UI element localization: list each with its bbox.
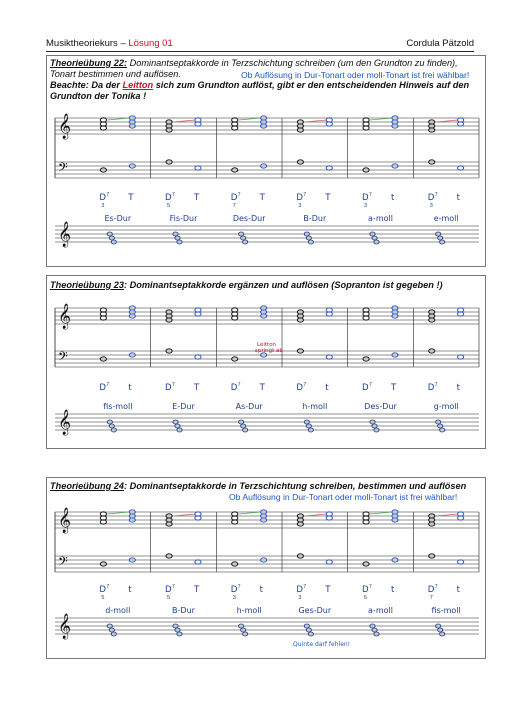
footnote-quinte: Quinte darf fehlen!	[293, 641, 351, 648]
function-label: D	[230, 193, 238, 203]
exercise-24-title: Theorieübung 24: Dominantseptakkorde in Terzschichtung schreiben, bestimmen und auflösen	[50, 481, 467, 491]
key-label: As-Dur	[235, 402, 263, 411]
function-figure: 5	[101, 595, 105, 601]
function-figure: 7	[172, 584, 175, 590]
solution-label: Lösung 01	[128, 38, 173, 49]
function-label: t	[325, 383, 329, 393]
function-label: t	[128, 585, 132, 595]
function-figure: 7	[106, 192, 110, 198]
treble-clef-icon: 𝄞	[58, 222, 72, 247]
function-figure: 7	[237, 192, 241, 198]
function-label: T	[128, 193, 134, 203]
bass-note	[326, 355, 332, 359]
key-label: h-moll	[302, 402, 328, 411]
key-label: g-moll	[433, 402, 459, 411]
bass-note	[195, 166, 201, 170]
voice-leading-line	[173, 120, 195, 122]
voice-leading-line	[304, 120, 326, 122]
header-divider	[46, 51, 474, 52]
exercise-22-title: Theorieübung 22: Dominantseptakkorde in Terzschichtung schreiben (um den Grundton zu finden), Tonart bestimmen und auflösen.	[50, 58, 458, 79]
function-figure: 7	[434, 192, 438, 198]
function-figure: 7	[172, 192, 175, 198]
function-figure: 5	[167, 203, 171, 209]
function-label: T	[325, 193, 331, 203]
function-label: D	[99, 585, 107, 595]
function-label: D	[296, 585, 304, 595]
function-label: D	[99, 193, 107, 203]
function-figure: 7	[369, 192, 372, 198]
function-figure: 3	[298, 203, 302, 209]
function-figure: 3	[364, 203, 368, 209]
function-figure: 3	[298, 595, 302, 601]
function-figure: 7	[369, 382, 372, 388]
function-label: D	[99, 383, 107, 393]
function-label: T	[259, 193, 265, 203]
function-figure: 7	[429, 595, 433, 601]
key-label: Es-Dur	[104, 214, 132, 223]
exercise-23-score	[47, 296, 485, 446]
function-label: t	[259, 585, 263, 595]
function-label: T	[390, 383, 397, 393]
function-figure: 7	[434, 382, 438, 388]
function-figure: 7	[237, 382, 241, 388]
function-figure: 7	[237, 584, 241, 590]
function-label: D	[362, 585, 369, 595]
function-figure: 7	[232, 203, 236, 209]
voice-leading-line	[436, 120, 458, 122]
key-label: h-moll	[236, 606, 262, 615]
key-label: a-moll	[368, 214, 393, 223]
exercise-23-title: Theorieübung 23: Dominantseptakkorde ergänzen und auflösen (Sopranton ist gegeben !)	[50, 280, 443, 290]
function-figure: 7	[369, 584, 372, 590]
function-label: T	[325, 585, 331, 595]
function-label: D	[230, 383, 238, 393]
key-label: Des-Dur	[232, 214, 266, 223]
key-label: e-moll	[433, 214, 459, 223]
function-label: D	[296, 193, 304, 203]
function-figure: 7	[106, 584, 110, 590]
treble-clef-icon: 𝄞	[58, 508, 72, 533]
voice-leading-line	[107, 118, 129, 120]
exercise-22-box	[46, 55, 486, 267]
bass-clef-icon: 𝄢	[58, 554, 68, 572]
key-label: B-Dur	[303, 214, 327, 223]
treble-clef-icon: 𝄞	[58, 410, 72, 435]
bass-note	[458, 560, 464, 564]
bass-note	[326, 166, 332, 170]
key-label: E-Dur	[172, 402, 195, 411]
key-label: fis-moll	[103, 402, 133, 411]
function-label: D	[362, 193, 369, 203]
function-label: t	[390, 193, 395, 203]
function-label: D	[362, 383, 369, 393]
function-label: D	[165, 585, 172, 595]
function-label: D	[427, 383, 435, 393]
voice-leading-line	[239, 118, 261, 120]
function-label: T	[193, 383, 200, 393]
function-label: t	[456, 585, 460, 595]
voice-leading-line	[370, 118, 392, 120]
key-label: Ges-Dur	[298, 606, 332, 615]
function-label: D	[165, 383, 172, 393]
key-label: fis-moll	[431, 606, 461, 615]
function-figure: 3	[429, 203, 433, 209]
function-figure: 7	[303, 584, 307, 590]
exercise-24-note: Ob Auflösung in Dur-Tonart oder moll-Tonart ist frei wählbar!	[229, 492, 458, 502]
bass-clef-icon: 𝄢	[58, 349, 68, 367]
function-label: D	[427, 585, 435, 595]
function-figure: 3	[232, 595, 236, 601]
exercise-24-box	[46, 477, 486, 659]
author-name: Cordula Pätzold	[406, 38, 474, 49]
bass-clef-icon: 𝄢	[58, 160, 68, 178]
function-figure: 7	[303, 382, 307, 388]
function-label: T	[193, 585, 200, 595]
function-figure: 7	[172, 382, 175, 388]
key-label: d-moll	[105, 606, 131, 615]
exercise-24-score	[47, 504, 485, 656]
exercise-22-note: Ob Auflösung in Dur-Tonart oder moll-Tonart ist frei wählbar!	[241, 70, 470, 80]
function-figure: 7	[434, 584, 438, 590]
function-label: D	[230, 585, 238, 595]
function-figure: 7	[106, 382, 110, 388]
function-label: t	[128, 383, 132, 393]
bass-note	[195, 355, 201, 359]
bass-note	[458, 355, 464, 359]
function-label: t	[390, 585, 395, 595]
function-label: T	[259, 383, 265, 393]
function-label: D	[427, 193, 435, 203]
function-figure: 3	[101, 203, 105, 209]
exercise-22-warning: Beachte: Da der Leitton sich zum Grundton auflöst, gibt er den entscheidenden Hinweis auf den Grundton der Tonika !	[50, 80, 470, 101]
function-figure: 5	[364, 595, 368, 601]
exercise-23-box	[46, 275, 486, 449]
bass-note	[195, 560, 201, 564]
page-header	[46, 38, 474, 52]
annotation-leitton: Leitton	[257, 342, 277, 348]
function-label: D	[165, 193, 172, 203]
treble-clef-icon: 𝄞	[58, 114, 72, 139]
function-figure: 7	[303, 192, 307, 198]
function-label: t	[456, 193, 460, 203]
key-label: a-moll	[368, 606, 393, 615]
key-label: Des-Dur	[364, 402, 397, 411]
key-label: Fis-Dur	[169, 214, 198, 223]
bass-note	[458, 166, 464, 170]
treble-clef-icon: 𝄞	[58, 304, 72, 329]
exercise-22-score	[47, 108, 485, 268]
treble-clef-icon: 𝄞	[58, 614, 72, 639]
bass-note	[326, 560, 332, 564]
function-label: T	[193, 193, 200, 203]
function-label: D	[296, 383, 304, 393]
annotation-springt-ab: springt ab	[255, 348, 283, 354]
function-figure: 5	[167, 595, 171, 601]
key-label: B-Dur	[172, 606, 195, 615]
course-title: Musiktheoriekurs – Lösung 01	[46, 38, 173, 49]
function-label: t	[456, 383, 460, 393]
